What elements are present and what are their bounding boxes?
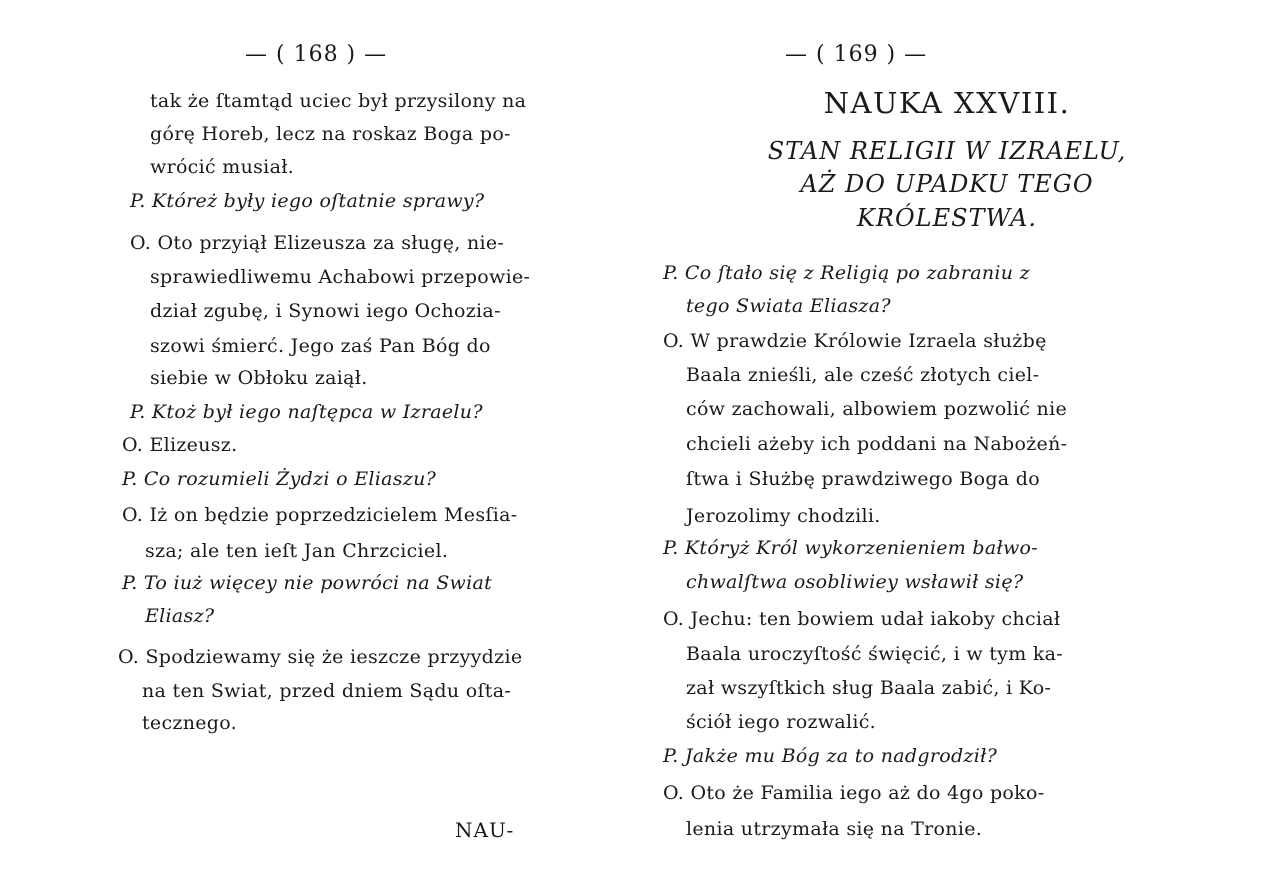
text-line: na ten Swiat, przed dniem Sądu oſta- (142, 680, 512, 702)
text-line: Baala uroczyſtość święcić, i w tym ka- (686, 643, 1064, 665)
text-line: szowi śmierć. Jego zaś Pan Bóg do (150, 335, 491, 357)
catchword: NAU- (455, 818, 515, 842)
question-line: P. Ktoż był iego naſtępca w Izraelu? (130, 401, 483, 423)
question-line: P. Jakże mu Bóg za to nadgrodził? (663, 745, 998, 767)
text-line: wrócić musiał. (150, 156, 294, 178)
text-line: chwalſtwa osobliwiey wsławił się? (686, 571, 1024, 593)
answer-line: O. Spodziewamy się że ieszcze przyydzie (118, 646, 523, 668)
text-line: ſtwa i Służbę prawdziwego Boga do (686, 468, 1040, 490)
text-line: Jerozolimy chodzili. (686, 505, 881, 527)
answer-line: O. Elizeusz. (122, 434, 238, 456)
chapter-subheading: KRÓLESTWA. (856, 204, 1037, 232)
answer-line: O. Oto przyiął Elizeusza za sługę, nie- (130, 232, 505, 254)
right-page (631, 0, 1263, 893)
question-line: P. Któreż były iego oſtatnie sprawy? (130, 190, 485, 212)
answer-line: O. Iż on będzie poprzedzicielem Mesſia- (122, 504, 518, 526)
text-line: dział zgubę, i Synowi iego Ochozia- (150, 300, 501, 322)
text-line: chcieli ażeby ich poddani na Nabożeń- (686, 433, 1068, 455)
answer-line: O. Oto że Familia iego aż do 4go poko- (663, 782, 1045, 804)
answer-line: O. W prawdzie Królowie Izraela służbę (663, 330, 1047, 352)
answer-line: O. Jechu: ten bowiem udał iakoby chciał (663, 608, 1061, 630)
left-page (0, 0, 631, 893)
question-line: P. Któryż Król wykorzenieniem bałwo- (663, 537, 1039, 559)
chapter-subheading: STAN RELIGII W IZRAELU, (767, 137, 1127, 165)
chapter-heading: NAUKA XXVIII. (823, 86, 1071, 120)
text-line: tego Swiata Eliasza? (686, 295, 891, 317)
chapter-subheading: AŻ DO UPADKU TEGO (800, 170, 1094, 198)
text-line: Eliasz? (145, 605, 215, 627)
text-line: ściół iego rozwalić. (686, 711, 877, 733)
text-line: zał wszyſtkich sług Baala zabić, i Ko- (686, 677, 1052, 699)
text-line: górę Horeb, lecz na roskaz Boga po- (150, 123, 511, 145)
question-line: P. Co ſtało się z Religią po zabraniu z (663, 262, 1030, 284)
text-line: ców zachowali, albowiem pozwolić nie (686, 398, 1068, 420)
question-line: P. To iuż więcey nie powróci na Swiat (122, 572, 493, 594)
page-number: — ( 169 ) — (785, 42, 928, 67)
text-line: tak że ſtamtąd uciec był przysilony na (150, 90, 527, 112)
question-line: P. Co rozumieli Żydzi o Eliaszu? (122, 468, 437, 490)
text-line: sprawiedliwemu Achabowi przepowie- (150, 266, 531, 288)
text-line: Baala znieśli, ale cześć złotych ciel- (686, 364, 1040, 386)
page-number: — ( 168 ) — (245, 42, 388, 67)
text-line: lenia utrzymała się na Tronie. (686, 818, 983, 840)
text-line: sza; ale ten ieſt Jan Chrzciciel. (145, 540, 449, 562)
text-line: siebie w Obłoku zaiął. (150, 367, 368, 389)
text-line: tecznego. (142, 712, 238, 734)
